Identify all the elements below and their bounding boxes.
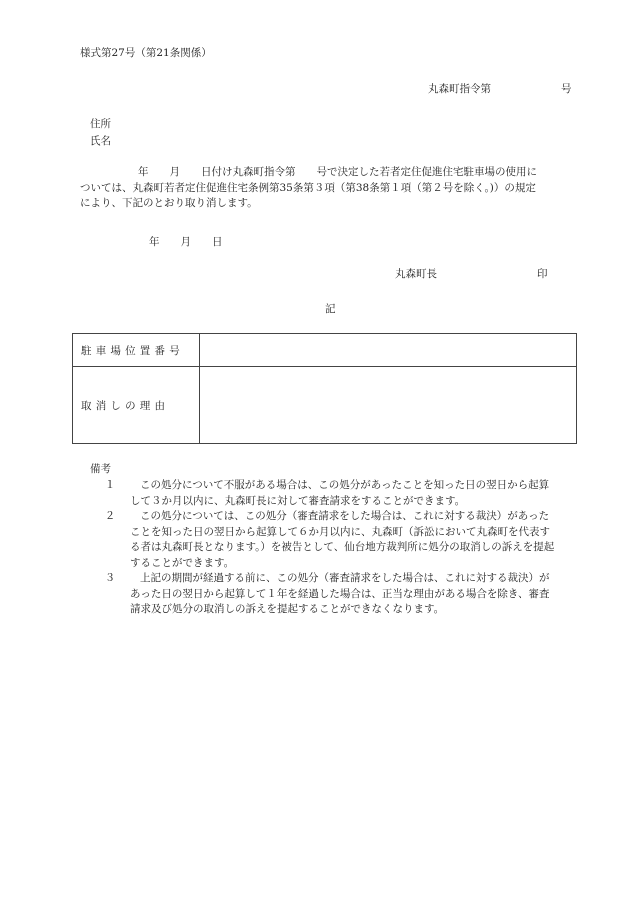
cancel-reason-value [200,367,577,444]
note-line: 請求及び処分の取消しの訴えを提起することができなくなります。 [130,603,445,615]
note-line: ことを知った日の翌日から起算して６か月以内に、丸森町（訴訟において丸森町を代表す [130,525,550,538]
issuer-title: 丸森町長 [395,268,437,280]
body-paragraph [80,165,585,212]
note-line: 上記の期間が経過する前に、この処分（審査請求をした場合は、これに対する裁決）が [140,572,550,584]
body-line: により、下記のとおり取り消します。 [80,197,258,209]
notes-section [90,462,590,618]
note-number: ３ [104,572,116,584]
notes-title: 備考 [90,463,111,475]
note-line: して３か月以内に、丸森町長に対して審査請求をすることができます。 [130,494,466,507]
body-line: 年 月 日付け丸森町指令第 号で決定した若者定住促進住宅駐車場の使用に [138,166,537,178]
issuer-seal: 印 [537,268,548,280]
name-label: 氏名 [90,135,111,147]
note-item [90,509,590,571]
note-number: ２ [104,510,116,522]
note-item [90,571,590,618]
date-line: 年 月 日 [149,236,223,248]
doc-number-suffix: 号 [561,83,572,95]
address-label: 住所 [90,118,111,130]
doc-number-prefix: 丸森町指令第 [428,83,491,95]
table-row [73,367,577,444]
note-line: あった日の翌日から起算して１年を経過した場合は、正当な理由がある場合を除き、審査 [130,587,550,600]
note-line: この処分について不服がある場合は、この処分があったことを知った日の翌日から起算 [140,479,550,491]
cancellation-table [72,333,577,444]
note-line: この処分については、この処分（審査請求をした場合は、これに対する裁決）があった [140,510,550,522]
note-line: る者は丸森町長となります。）を被告として、仙台地方裁判所に処分の取消しの訴えを提起 [130,541,555,553]
body-line: ついては、丸森町若者定住促進住宅条例第35条第３項（第38条第１項（第２号を除く。)）の規定 [80,181,536,194]
table-row [73,334,577,367]
note-number: １ [104,479,116,491]
parking-number-label: 駐車場位置番号 [73,334,200,367]
ki-label: 記 [325,303,336,315]
cancel-reason-label: 取消しの理由 [73,367,200,444]
parking-number-value [200,334,577,367]
form-id: 様式第27号（第21条関係） [80,47,212,59]
note-item [90,478,590,509]
note-line: することができます。 [130,556,235,569]
